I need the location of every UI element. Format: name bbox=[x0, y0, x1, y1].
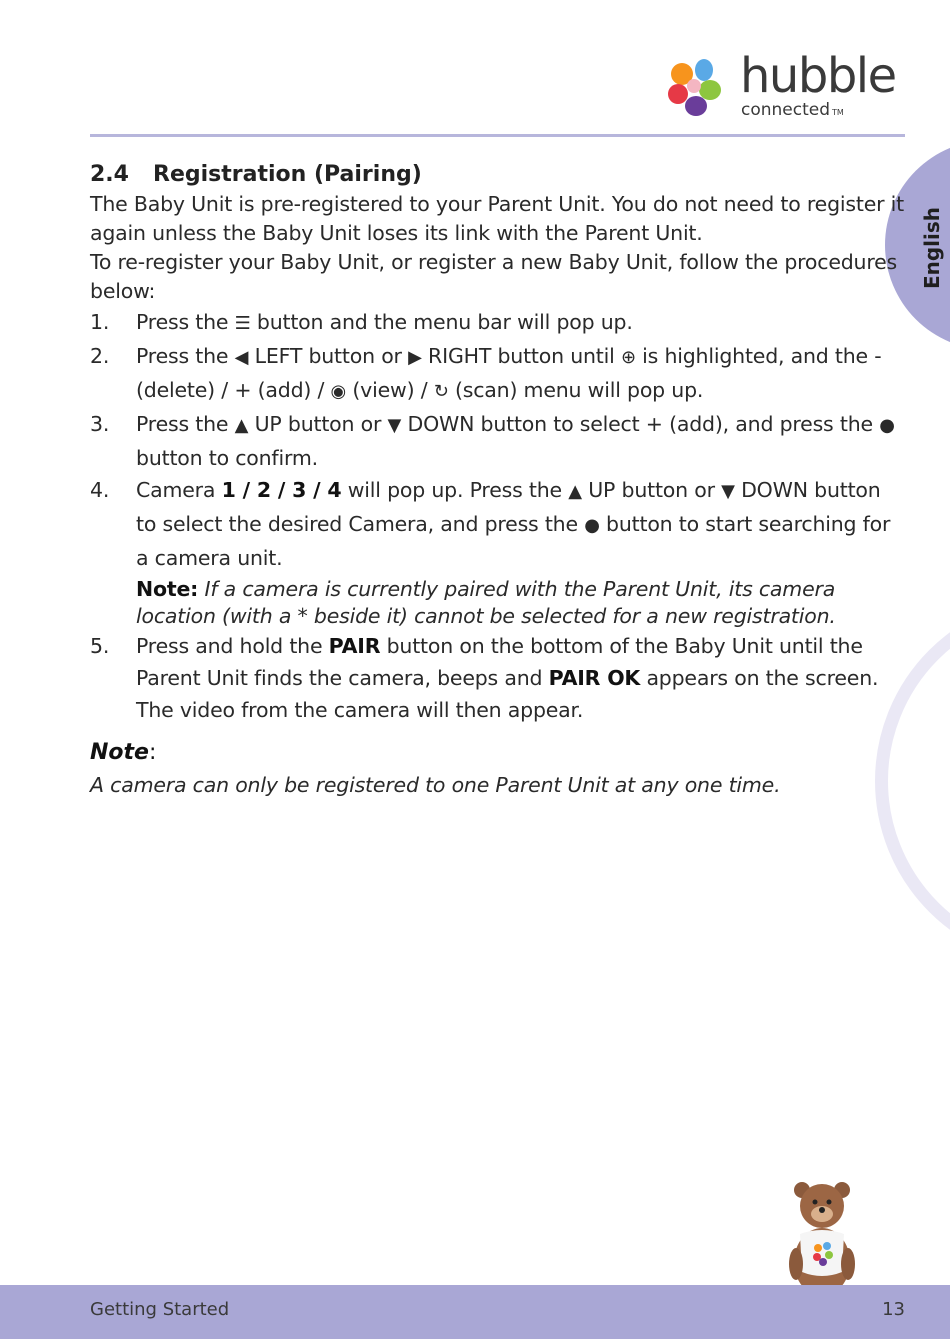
steps-list bbox=[90, 306, 905, 726]
step-1: 1. Press the ☰ button and the menu bar will pop up. bbox=[90, 306, 905, 340]
up-arrow-icon: ▲ bbox=[234, 415, 249, 436]
up-arrow-icon: ▲ bbox=[568, 481, 582, 502]
logo-tm: TM bbox=[832, 108, 844, 117]
step-4-note: Note: If a camera is currently paired with the Parent Unit, its camera location (with a * beside it) cannot be selected for a new registration. bbox=[136, 577, 836, 628]
eye-icon: ◉ bbox=[330, 381, 347, 402]
step-number: 1. bbox=[90, 310, 110, 334]
language-tab-label: English bbox=[920, 206, 944, 290]
scan-icon: ↻ bbox=[433, 381, 449, 402]
ok-button-icon: ● bbox=[584, 515, 600, 536]
hubble-flower-icon bbox=[666, 56, 726, 122]
menu-icon: ☰ bbox=[234, 313, 251, 334]
intro-paragraph-1: The Baby Unit is pre-registered to your Parent Unit. You do not need to register it again unless the Baby Unit loses its link with the Parent Unit. bbox=[90, 192, 904, 245]
final-note-text: A camera can only be registered to one Parent Unit at any one time. bbox=[90, 773, 781, 797]
step-2: 2. Press the ◀ LEFT button or ▶ RIGHT button until ⊕ is highlighted, and the - (delete) / + (add) / ◉ (view) / ↻ (scan) menu will pop up. bbox=[90, 340, 905, 408]
left-arrow-icon: ◀ bbox=[234, 347, 249, 368]
right-arrow-icon: ▶ bbox=[408, 347, 422, 368]
hubble-logo bbox=[666, 48, 910, 126]
final-note-label: Note: bbox=[90, 740, 157, 765]
footer-section-name: Getting Started bbox=[90, 1299, 230, 1320]
page-number: 13 bbox=[882, 1299, 905, 1320]
down-arrow-icon: ▼ bbox=[387, 415, 402, 436]
down-arrow-icon: ▼ bbox=[721, 481, 735, 502]
step-number: 3. bbox=[90, 412, 110, 436]
step-number: 5. bbox=[90, 634, 110, 658]
ok-button-icon: ● bbox=[879, 415, 895, 436]
section-title: Registration (Pairing) bbox=[153, 162, 422, 187]
logo-tagline: connected TM bbox=[741, 100, 844, 120]
step-3: 3. Press the ▲ UP button or ▼ DOWN button to select + (add), and press the ● button to confirm. bbox=[90, 408, 905, 474]
intro bbox=[90, 190, 905, 306]
page-footer bbox=[0, 1285, 950, 1339]
camera-icon: ⊕ bbox=[620, 347, 636, 368]
final-note bbox=[90, 736, 905, 800]
logo-wordmark: hubble bbox=[740, 48, 896, 104]
section-heading bbox=[90, 160, 905, 190]
header-rule bbox=[90, 134, 905, 137]
main-content bbox=[90, 160, 905, 800]
section-number: 2.4 bbox=[90, 162, 129, 187]
intro-paragraph-2: To re-register your Baby Unit, or register a new Baby Unit, follow the procedures below: bbox=[90, 250, 898, 303]
step-4: 4. Camera 1 / 2 / 3 / 4 will pop up. Press the ▲ UP button or ▼ DOWN button to select the desired Camera, and press the ● button to start searching for a camera unit. Note: If a camera is currently paired with the Parent Unit, its camera location (with a * beside it) cannot be selected for a new registration. bbox=[90, 474, 905, 630]
step-number: 2. bbox=[90, 344, 110, 368]
step-number: 4. bbox=[90, 478, 110, 502]
step-5: 5. Press and hold the PAIR button on the bottom of the Baby Unit until the Parent Unit finds the camera, beeps and PAIR OK appears on the screen. The video from the camera will then appear. bbox=[90, 630, 905, 726]
